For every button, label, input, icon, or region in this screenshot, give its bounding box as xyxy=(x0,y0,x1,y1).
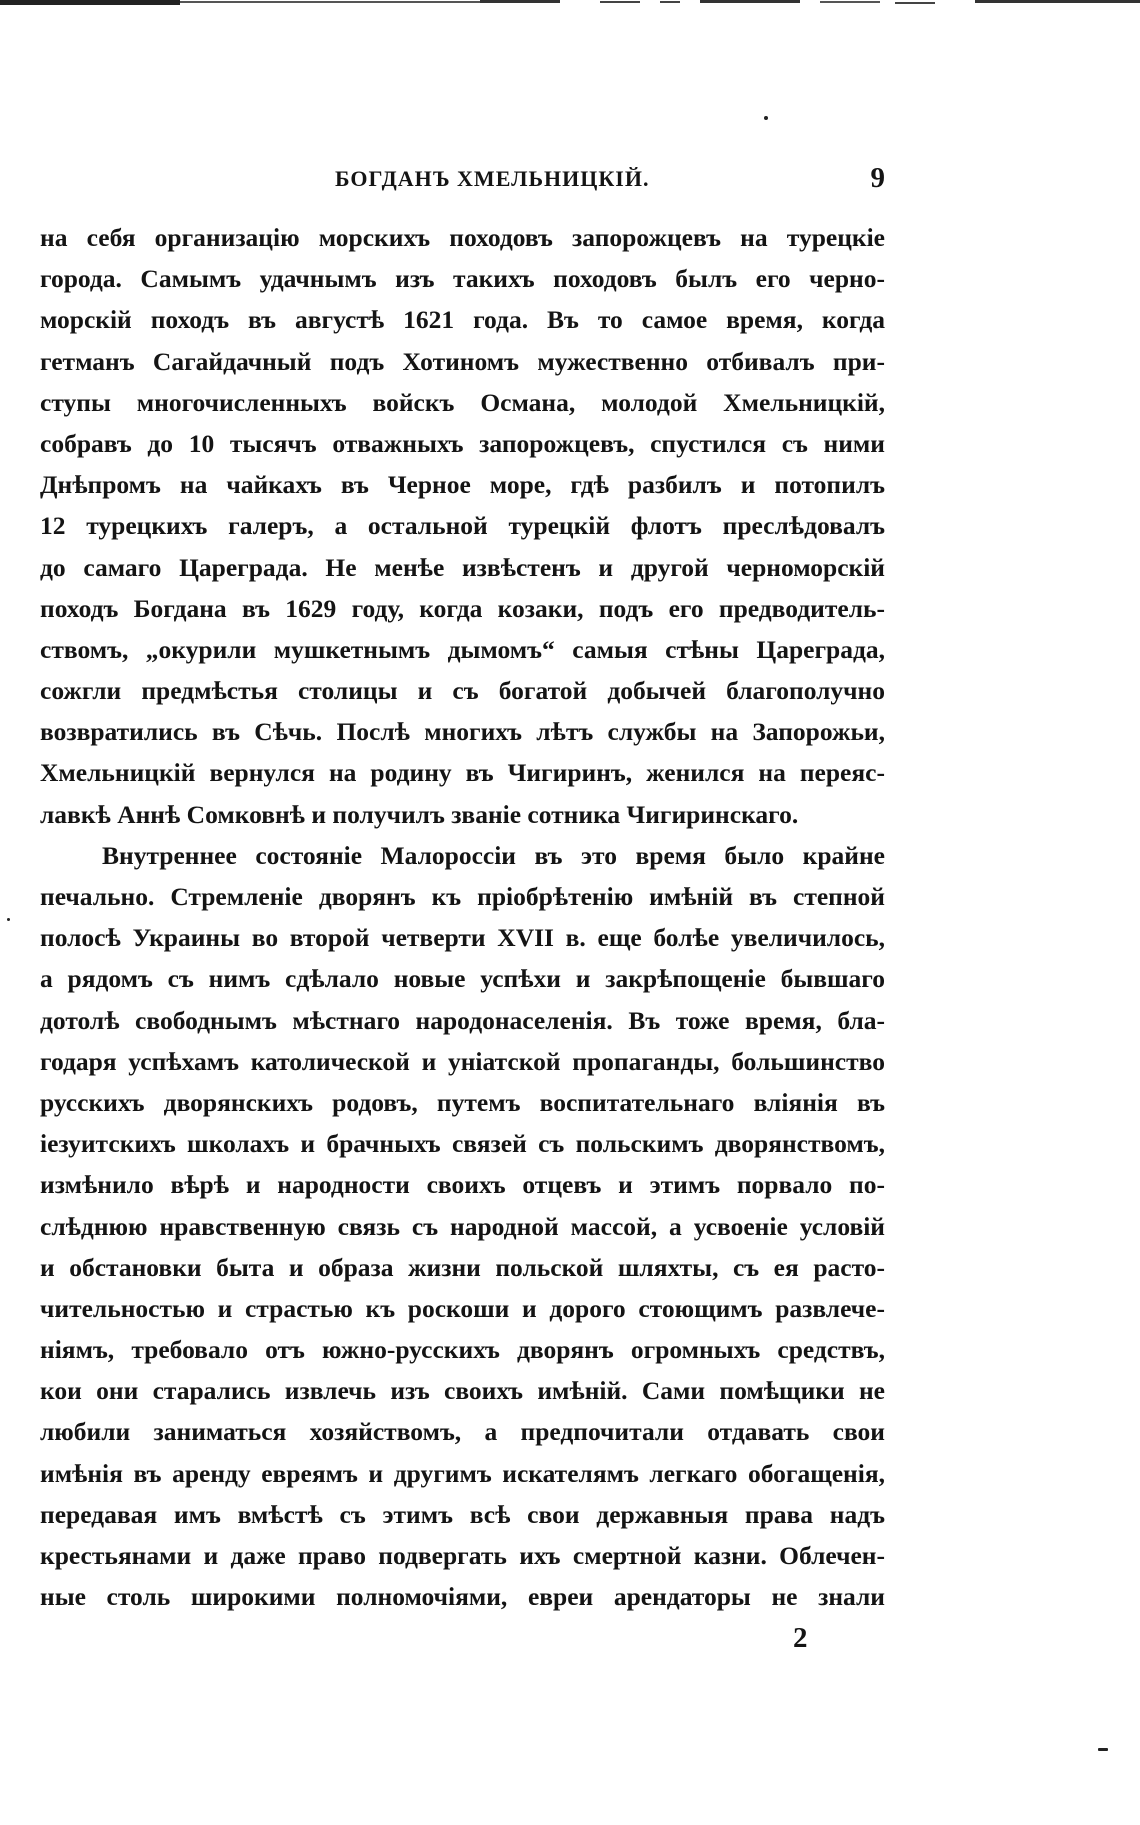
scan-speck xyxy=(1098,1748,1108,1751)
text-line: Днѣпромъ на чайкахъ въ Черное море, гдѣ разбилъ и потопилъ xyxy=(40,470,885,500)
text-line: ніямъ, требовало отъ южно-русскихъ дворянъ огромныхъ средствъ, xyxy=(40,1335,885,1365)
text-line: а рядомъ съ нимъ сдѣлало новые успѣхи и закрѣпощеніе бывшаго xyxy=(40,964,885,994)
text-line: ствомъ, „окурили мушкетнымъ дымомъ“ самыя стѣны Цареграда, xyxy=(40,634,885,664)
page-header xyxy=(40,162,885,202)
paragraph-first-line: Внутреннее состояніе Малороссіи въ это время было крайне xyxy=(102,840,885,870)
text-line: дотолѣ свободнымъ мѣстнаго народонаселенія. Въ тоже время, бла- xyxy=(40,1005,885,1035)
text-line: города. Самымъ удачнымъ изъ такихъ походовъ былъ его черно- xyxy=(40,264,885,294)
text-line: ступы многочисленныхъ войскъ Османа, молодой Хмельницкій, xyxy=(40,387,885,417)
text-line: любили заниматься хозяйствомъ, а предпочитали отдавать свои xyxy=(40,1417,885,1447)
text-line: годаря успѣхамъ католической и уніатской пропаганды, большинство xyxy=(40,1046,885,1076)
text-line: измѣнило вѣрѣ и народности своихъ отцевъ и этимъ порвало по- xyxy=(40,1170,885,1200)
text-line: до самаго Цареграда. Не менѣе извѣстенъ и другой черноморскій xyxy=(40,552,885,582)
text-line: слѣднюю нравственную связь съ народной массой, а усвоеніе условій xyxy=(40,1211,885,1241)
text-line: и обстановки быта и образа жизни польской шляхты, съ ея расто- xyxy=(40,1252,885,1282)
text-line: кои они старались извлечь изъ своихъ имѣній. Сами помѣщики не xyxy=(40,1376,885,1406)
text-line: Хмельницкій вернулся на родину въ Чигиринъ, женился на переяс- xyxy=(40,758,885,788)
text-line: сожгли предмѣстья столицы и съ богатой добычей благополучно xyxy=(40,676,885,706)
scan-speck xyxy=(764,116,768,120)
text-line: іезуитскихъ школахъ и брачныхъ связей съ польскимъ дворянствомъ, xyxy=(40,1129,885,1159)
text-line: возвратились въ Сѣчь. Послѣ многихъ лѣтъ службы на Запорожьи, xyxy=(40,717,885,747)
text-line: крестьянами и даже право подвергать ихъ смертной казни. Облечен- xyxy=(40,1541,885,1570)
text-line: ные столь широкими полномочіями, евреи арендаторы не знали xyxy=(40,1582,885,1612)
signature-mark: 2 xyxy=(793,1622,808,1654)
text-line: походъ Богдана въ 1629 году, когда козаки, подъ его предводитель- xyxy=(40,593,885,623)
page-number: 9 xyxy=(870,162,885,194)
text-line: передавая имъ вмѣстѣ съ этимъ всѣ свои державныя права надъ xyxy=(40,1499,885,1529)
text-line: русскихъ дворянскихъ родовъ, путемъ воспитательнаго вліянія въ xyxy=(40,1087,885,1117)
scanned-top-edge xyxy=(0,0,1140,12)
scan-speck xyxy=(7,918,10,921)
running-title: БОГДАНЪ ХМЕЛЬНИЦКІЙ. xyxy=(335,166,650,191)
scan-border-marks xyxy=(0,0,1140,12)
text-line: печально. Стремленіе дворянъ къ пріобрѣтенію имѣній въ степной xyxy=(40,882,885,911)
text-line: имѣнія въ аренду евреямъ и другимъ искателямъ легкаго обогащенія, xyxy=(40,1458,885,1488)
text-line: морскій походъ въ августѣ 1621 года. Въ то самое время, когда xyxy=(40,305,885,335)
text-line: гетманъ Сагайдачный подъ Хотиномъ мужественно отбивалъ при- xyxy=(40,346,885,376)
text-line: на себя организацію морскихъ походовъ запорожцевъ на турецкіе xyxy=(40,223,885,252)
text-line: чительностью и страстью къ роскоши и дорого стоющимъ развлече- xyxy=(40,1293,885,1323)
paragraph-last-line: лавкѣ Аннѣ Сомковнѣ и получилъ званіе сотника Чигиринскаго. xyxy=(40,799,799,829)
text-line: собравъ до 10 тысячъ отважныхъ запорожцевъ, спустился съ ними xyxy=(40,428,885,458)
text-line: полосѣ Украины во второй четверти XVII в. еще болѣе увеличилось, xyxy=(40,923,885,953)
text-line: 12 турецкихъ галеръ, а остальной турецкій флотъ преслѣдовалъ xyxy=(40,511,885,541)
body-text xyxy=(40,217,885,1617)
